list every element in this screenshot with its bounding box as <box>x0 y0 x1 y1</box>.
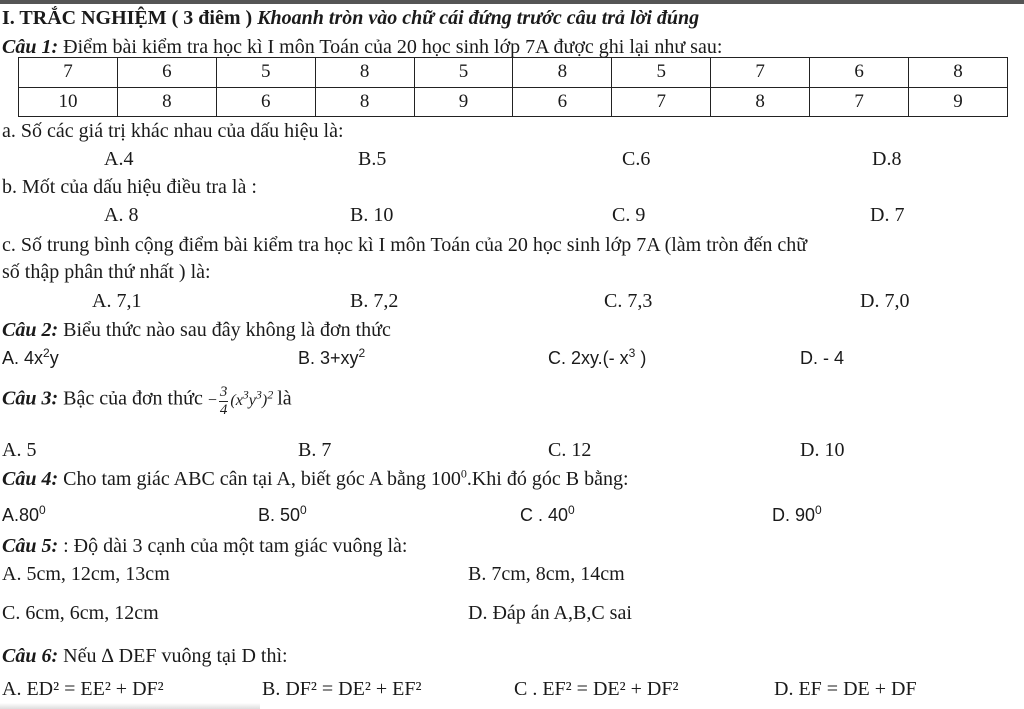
option-1a-c[interactable]: C.6 <box>622 148 651 170</box>
option-4-d-value: D. 90 <box>772 505 816 525</box>
question-1 <box>2 37 722 57</box>
question-3-label: Câu 3: <box>2 387 59 410</box>
question-2-text: Biểu thức nào sau đây không là đơn thức <box>63 319 391 341</box>
fraction-denominator: 4 <box>219 401 228 418</box>
table-cell: 6 <box>810 58 909 88</box>
table-row <box>19 58 1008 88</box>
question-3-text: Bậc của đơn thức <box>63 387 203 410</box>
table-cell: 8 <box>315 58 414 88</box>
table-cell: 8 <box>513 58 612 88</box>
expression-body: $(x^3y^3)^2$ <box>230 387 274 409</box>
option-1c-a[interactable]: A. 7,1 <box>92 290 142 312</box>
option-6-c[interactable]: C . EF² = DE² + DF² <box>514 678 679 700</box>
option-2-a[interactable] <box>2 346 59 368</box>
degree-sign: 0 <box>460 466 467 481</box>
option-2-a-base: A. 4x <box>2 348 44 368</box>
option-1b-c[interactable]: C. 9 <box>612 204 646 226</box>
option-4-c-value: C . 40 <box>520 505 569 525</box>
table-cell: 6 <box>117 58 216 88</box>
question-1-text: Điểm bài kiểm tra học kì I môn Toán của 20 học sinh lớp 7A được ghi lại như sau: <box>63 36 723 58</box>
option-1a-d[interactable]: D.8 <box>872 148 902 170</box>
question-1c-text-line2: số thập phân thứ nhất ) là: <box>2 261 211 283</box>
option-2-a-tail: y <box>49 348 59 368</box>
scores-table <box>18 57 1008 117</box>
question-2 <box>2 320 391 340</box>
table-cell: 5 <box>612 58 711 88</box>
option-2-c-exp: 3 <box>628 346 636 360</box>
question-1b-text: b. Mốt của dấu hiệu điều tra là : <box>2 176 257 198</box>
table-cell: 5 <box>414 58 513 88</box>
question-3 <box>2 384 292 418</box>
question-4-label: Câu 4: <box>2 468 59 490</box>
question-1a-text: a. Số các giá trị khác nhau của dấu hiệu là: <box>2 120 344 142</box>
cropped-next-line <box>0 703 260 709</box>
option-1c-b[interactable]: B. 7,2 <box>350 290 399 312</box>
table-cell: 8 <box>117 87 216 117</box>
top-border <box>0 0 1024 4</box>
table-cell: 8 <box>315 87 414 117</box>
option-4-d[interactable] <box>772 503 822 525</box>
option-6-d[interactable]: D. EF = DE + DF <box>774 678 917 700</box>
option-2-b-base: B. 3+xy <box>298 348 359 368</box>
option-2-d[interactable]: D. - 4 <box>800 348 845 368</box>
option-2-c-tail: ) <box>635 348 647 368</box>
question-1c-text-line1: c. Số trung bình cộng điểm bài kiểm tra học kì I môn Toán của 20 học sinh lớp 7A (làm tròn đến chữ <box>2 234 808 256</box>
option-5-c[interactable]: C. 6cm, 6cm, 12cm <box>2 602 159 624</box>
table-row <box>19 87 1008 117</box>
table-cell: 6 <box>513 87 612 117</box>
option-1b-a[interactable]: A. 8 <box>104 204 139 226</box>
option-2-b-exp: 2 <box>358 346 366 360</box>
table-cell: 7 <box>612 87 711 117</box>
table-cell: 9 <box>909 87 1008 117</box>
table-cell: 6 <box>216 87 315 117</box>
question-4-text-tail: .Khi đó góc B bằng: <box>466 468 629 490</box>
option-2-c-base: C. 2xy.(- x <box>548 348 629 368</box>
fraction <box>219 384 229 418</box>
option-4-a[interactable] <box>2 503 46 525</box>
option-4-c[interactable] <box>520 503 575 525</box>
option-1b-d[interactable]: D. 7 <box>870 204 905 226</box>
table-cell: 8 <box>711 87 810 117</box>
question-6-label: Câu 6: <box>2 645 59 667</box>
table-cell: 10 <box>19 87 118 117</box>
instruction: Khoanh tròn vào chữ cái đứng trước câu trả lời đúng <box>257 7 700 29</box>
option-1b-b[interactable]: B. 10 <box>350 204 394 226</box>
table-cell: 5 <box>216 58 315 88</box>
section-title: I. TRẮC NGHIỆM ( 3 điêm ) <box>2 7 253 29</box>
fraction-numerator: 3 <box>219 384 228 400</box>
option-1c-c[interactable]: C. 7,3 <box>604 290 653 312</box>
question-4 <box>2 466 629 490</box>
option-4-d-degree: 0 <box>815 503 822 517</box>
minus-sign: − <box>207 391 217 409</box>
option-1c-d[interactable]: D. 7,0 <box>860 290 910 312</box>
option-6-b[interactable]: B. DF² = DE² + EF² <box>262 678 422 700</box>
question-1-label: Câu 1: <box>2 36 59 58</box>
question-2-label: Câu 2: <box>2 319 59 341</box>
option-4-b-degree: 0 <box>300 503 307 517</box>
question-5-label: Câu 5: <box>2 535 59 557</box>
option-6-a[interactable]: A. ED² = EE² + DF² <box>2 678 164 700</box>
option-3-c[interactable]: C. 12 <box>548 439 592 461</box>
monomial-expression <box>207 384 277 418</box>
option-5-b[interactable]: B. 7cm, 8cm, 14cm <box>468 563 625 585</box>
option-2-b[interactable] <box>298 346 366 368</box>
question-6 <box>2 646 288 666</box>
option-1a-a[interactable]: A.4 <box>104 148 134 170</box>
question-5 <box>2 536 407 556</box>
option-4-a-degree: 0 <box>39 503 46 517</box>
section-heading <box>2 8 699 28</box>
option-3-a[interactable]: A. 5 <box>2 439 37 461</box>
option-4-b-value: B. 50 <box>258 505 301 525</box>
question-4-text: Cho tam giác ABC cân tại A, biết góc A bằng 100 <box>63 468 461 490</box>
table-cell: 7 <box>19 58 118 88</box>
option-3-d[interactable]: D. 10 <box>800 439 845 461</box>
option-2-a-exp: 2 <box>43 346 50 360</box>
table-cell: 7 <box>711 58 810 88</box>
table-cell: 9 <box>414 87 513 117</box>
option-4-b[interactable] <box>258 503 307 525</box>
table-cell: 7 <box>810 87 909 117</box>
option-4-a-value: A.80 <box>2 505 40 525</box>
question-3-suffix: là <box>277 387 292 410</box>
option-4-c-degree: 0 <box>568 503 575 517</box>
question-6-text: Nếu ∆ DEF vuông tại D thì: <box>63 645 288 667</box>
option-1a-b[interactable]: B.5 <box>358 148 387 170</box>
table-cell: 8 <box>909 58 1008 88</box>
question-5-text: : Độ dài 3 cạnh của một tam giác vuông là: <box>63 535 408 557</box>
option-3-b[interactable]: B. 7 <box>298 439 332 461</box>
option-2-c[interactable] <box>548 346 647 368</box>
option-5-d[interactable]: D. Đáp án A,B,C sai <box>468 602 632 624</box>
option-5-a[interactable]: A. 5cm, 12cm, 13cm <box>2 563 170 585</box>
